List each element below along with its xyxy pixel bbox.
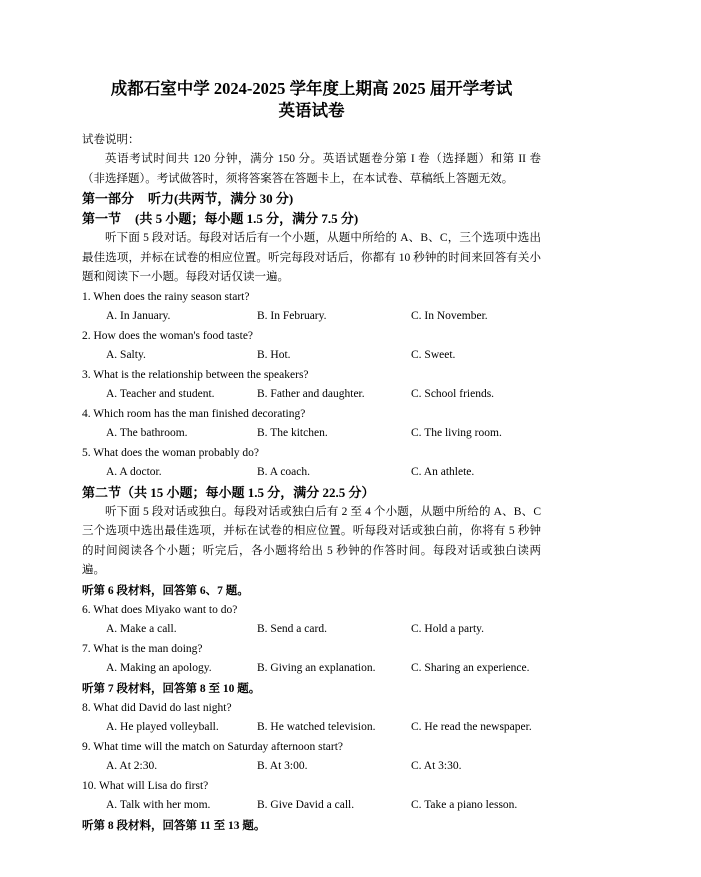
option-b[interactable]: B. Give David a call. [257, 799, 355, 811]
part-one-label: 第一部分 [82, 191, 135, 206]
exam-note-label: 试卷说明： [82, 134, 140, 146]
option-b[interactable]: B. Giving an explanation. [257, 662, 376, 674]
option-b[interactable]: B. Send a card. [257, 623, 327, 635]
option-b[interactable]: B. At 3:00. [257, 760, 308, 772]
question-options [82, 463, 541, 483]
question-options [82, 346, 541, 366]
option-c[interactable]: C. The living room. [411, 427, 502, 439]
option-c[interactable]: C. An athlete. [411, 466, 475, 478]
section-one-title: (共 5 小题；每小题 1.5 分，满分 7.5 分) [135, 211, 359, 226]
section-one-instructions: 听下面 5 段对话。每段对话后有一个小题，从题中所给的 A、B、C，三个选项中选出最佳选项，并标在试卷的相应位置。听完每段对话后，你都有 10 秒钟的时间来回答有关小题和阅读下一小题。每段对话仅读一遍。 [82, 232, 541, 283]
question-stem: 4. Which room has the man finished decorating? [82, 407, 306, 420]
option-a[interactable]: A. The bathroom. [106, 427, 188, 439]
section-two-heading: 第二节（共 15 小题；每小题 1.5 分，满分 22.5 分） [82, 484, 375, 500]
option-a[interactable]: A. A doctor. [106, 466, 162, 478]
question-options [82, 424, 541, 444]
option-b[interactable]: B. In February. [257, 310, 327, 322]
option-b[interactable]: B. Father and daughter. [257, 388, 365, 400]
question-stem: 8. What did David do last night? [82, 701, 232, 714]
exam-note-body: 英语考试时间共 120 分钟，满分 150 分。英语试题卷分第 I 卷（选择题）和第 II 卷（非选择题）。考试做答时，须将答案答在答题卡上，在本试卷、草稿纸上答题无效。 [82, 153, 541, 185]
option-a[interactable]: A. He played volleyball. [106, 721, 219, 733]
listening-cue-7: 听第 7 段材料，回答第 8 至 10 题。 [82, 682, 261, 695]
document-body [82, 78, 541, 836]
question-options [82, 718, 541, 738]
option-c[interactable]: C. Sharing an experience. [411, 662, 530, 674]
option-a[interactable]: A. Talk with her mom. [106, 799, 211, 811]
part-one-title: 听力(共两节，满分 30 分) [148, 191, 294, 206]
option-c[interactable]: C. At 3:30. [411, 760, 462, 772]
question-stem: 1. When does the rainy season start? [82, 290, 250, 303]
option-c[interactable]: C. Sweet. [411, 349, 456, 361]
question-stem: 9. What time will the match on Saturday afternoon start? [82, 740, 344, 753]
option-c[interactable]: C. School friends. [411, 388, 495, 400]
option-a[interactable]: A. Make a call. [106, 623, 177, 635]
option-b[interactable]: B. Hot. [257, 349, 291, 361]
option-b[interactable]: B. The kitchen. [257, 427, 328, 439]
option-c[interactable]: C. In November. [411, 310, 488, 322]
question-options [82, 307, 541, 327]
listening-cue-6: 听第 6 段材料，回答第 6、7 题。 [82, 584, 249, 597]
option-a[interactable]: A. At 2:30. [106, 760, 158, 772]
listening-cue-8: 听第 8 段材料，回答第 11 至 13 题。 [82, 819, 266, 832]
option-a[interactable]: A. Salty. [106, 349, 146, 361]
question-options [82, 385, 541, 405]
option-c[interactable]: C. He read the newspaper. [411, 721, 532, 733]
section-one-heading [82, 209, 541, 229]
section-one-label: 第一节 [82, 211, 122, 226]
question-stem: 7. What is the man doing? [82, 642, 203, 655]
question-stem: 10. What will Lisa do first? [82, 779, 209, 792]
option-a[interactable]: A. In January. [106, 310, 171, 322]
option-a[interactable]: A. Teacher and student. [106, 388, 215, 400]
page-title: 成都石室中学 2024-2025 学年度上期高 2025 届开学考试 [110, 79, 513, 98]
option-b[interactable]: B. A coach. [257, 466, 311, 478]
option-c[interactable]: C. Hold a party. [411, 623, 485, 635]
question-options [82, 757, 541, 777]
section-two-instructions: 听下面 5 段对话或独白。每段对话或独白后有 2 至 4 个小题，从题中所给的 A、B、C 三个选项中选出最佳选项，并标在试卷的相应位置。听每段对话或独白前，你将有 5 秒钟的时间阅读各个小题；听完后，各小题将给出 5 秒钟的作答时间。每段对话或独白读两遍。 [82, 505, 541, 576]
page-subtitle: 英语试卷 [278, 101, 345, 120]
option-c[interactable]: C. Take a piano lesson. [411, 799, 518, 811]
question-stem: 5. What does the woman probably do? [82, 446, 260, 459]
question-stem: 3. What is the relationship between the speakers? [82, 368, 309, 381]
question-options [82, 620, 541, 640]
question-stem: 2. How does the woman's food taste? [82, 329, 254, 342]
question-stem: 6. What does Miyako want to do? [82, 603, 238, 616]
part-one-heading [82, 189, 541, 209]
question-options [82, 796, 541, 816]
option-a[interactable]: A. Making an apology. [106, 662, 212, 674]
option-b[interactable]: B. He watched television. [257, 721, 376, 733]
question-options [82, 659, 541, 679]
